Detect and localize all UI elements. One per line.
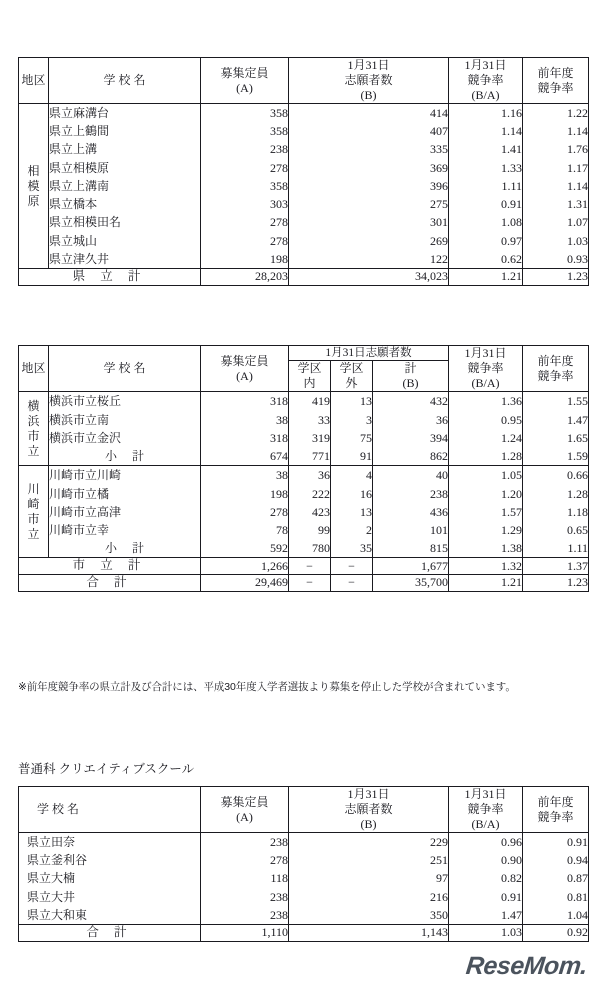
quota-column: 238 278 118 238 238 [201, 833, 289, 925]
footnote: ※前年度競争率の県立計及び合計には、平成30年度入学者選抜より募集を停止した学校が含まれています。 [18, 681, 516, 693]
applicants-sum-column: 432 36 394 862 [373, 392, 449, 466]
ratio-column: 1.16 1.14 1.41 1.33 1.11 0.91 1.08 0.97 0.62 [449, 104, 523, 269]
grand-total-sum: 35,700 [373, 575, 449, 592]
header-previous-ratio: 前年度 競争率 [523, 58, 589, 104]
grand-total-in-district: − [289, 575, 331, 592]
creative-total-ratio: 1.03 [449, 925, 523, 942]
school-name-column: 県立麻溝台 県立上鶴間 県立上溝 県立相模原 県立上溝南 県立橋本 県立相模田名 県立城山 県立津久井 [49, 104, 201, 269]
header-out-district: 学区 外 [331, 361, 373, 392]
quota-column: 318 38 318 674 [201, 392, 289, 466]
creative-total-applicants: 1,143 [289, 925, 449, 942]
grand-total-ratio: 1.21 [449, 575, 523, 592]
grand-total-label: 合 計 [19, 575, 201, 592]
school-name-column: 県立田奈 県立釜利谷 県立大楠 県立大井 県立大和東 [19, 833, 201, 925]
in-district-column: 36 222 423 99 780 [289, 466, 331, 558]
creative-header-row [19, 787, 589, 833]
municipal-table [18, 345, 589, 592]
header-previous-ratio: 前年度 競争率 [523, 346, 589, 392]
ratio-column: 1.36 0.95 1.24 1.28 [449, 392, 523, 466]
header-ratio: 1月31日 競争率 (B/A) [449, 346, 523, 392]
applicants-sum-column: 40 238 436 101 815 [373, 466, 449, 558]
grand-total-prev: 1.23 [523, 575, 589, 592]
prefectural-total-ratio: 1.21 [449, 269, 523, 286]
prefectural-table-wrapper [18, 57, 589, 286]
table-header-row [19, 58, 589, 104]
header-school-name: 学 校 名 [19, 787, 201, 833]
header-school-name: 学 校 名 [49, 58, 201, 104]
creative-total-label: 合 計 [19, 925, 201, 942]
creative-total-prev: 0.92 [523, 925, 589, 942]
header-applicants: 1月31日 志願者数 (B) [289, 58, 449, 104]
municipal-total-in-district: − [289, 558, 331, 575]
district-label-yokohama: 横 浜 市 立 [19, 392, 49, 466]
prefectural-total-row [19, 269, 589, 286]
creative-school-title: 普通科 クリエイティブスクール [18, 762, 195, 776]
header-ratio: 1月31日 競争率 (B/A) [449, 58, 523, 104]
creative-table-wrapper [18, 786, 589, 942]
header-applicants-sum: 計 (B) [373, 361, 449, 392]
grand-total-row [19, 575, 589, 592]
header-quota: 募集定員 (A) [201, 787, 289, 833]
creative-total-quota: 1,110 [201, 925, 289, 942]
resemom-watermark: ReseMom. [464, 952, 589, 980]
previous-ratio-column: 0.91 0.94 0.87 0.81 1.04 [523, 833, 589, 925]
header-previous-ratio: 前年度 競争率 [523, 787, 589, 833]
district-label-sagamihara: 相 模 原 [19, 104, 49, 269]
header-ratio: 1月31日 競争率 (B/A) [449, 787, 523, 833]
grand-total-out-district: − [331, 575, 373, 592]
previous-ratio-column: 1.55 1.47 1.65 1.59 [523, 392, 589, 466]
header-quota: 募集定員 (A) [201, 58, 289, 104]
creative-school-table [18, 786, 589, 942]
in-district-column: 419 33 319 771 [289, 392, 331, 466]
header-applicants: 1月31日 志願者数 (B) [289, 787, 449, 833]
municipal-total-label: 市 立 計 [19, 558, 201, 575]
ratio-column: 0.96 0.90 0.82 0.91 1.47 [449, 833, 523, 925]
previous-ratio-column: 0.66 1.28 1.18 0.65 1.11 [523, 466, 589, 558]
municipal-total-prev: 1.37 [523, 558, 589, 575]
header-applicants-group: 1月31日志願者数 [289, 346, 449, 361]
prefectural-total-quota: 28,203 [201, 269, 289, 286]
municipal-total-quota: 1,266 [201, 558, 289, 575]
creative-total-row [19, 925, 589, 942]
out-district-column: 13 3 75 91 [331, 392, 373, 466]
grand-total-quota: 29,469 [201, 575, 289, 592]
municipal-total-ratio: 1.32 [449, 558, 523, 575]
municipal-table-wrapper [18, 345, 589, 592]
prefectural-total-label: 県 立 計 [19, 269, 201, 286]
quota-column: 38 198 278 78 592 [201, 466, 289, 558]
municipal-total-out-district: − [331, 558, 373, 575]
district-block-sagamihara [19, 104, 589, 269]
prefectural-total-prev: 1.23 [523, 269, 589, 286]
creative-data-block [19, 833, 589, 925]
header-school-name: 学 校 名 [49, 346, 201, 392]
prefectural-total-applicants: 34,023 [289, 269, 449, 286]
district-block-yokohama [19, 392, 589, 466]
school-name-column: 川崎市立川崎 川崎市立橘 川崎市立高津 川崎市立幸 小 計 [49, 466, 201, 558]
municipal-header-row-1 [19, 346, 589, 361]
quota-column: 358 358 238 278 358 303 278 278 198 [201, 104, 289, 269]
applicants-column: 414 407 335 369 396 275 301 269 122 [289, 104, 449, 269]
out-district-column: 4 16 13 2 35 [331, 466, 373, 558]
municipal-total-row [19, 558, 589, 575]
applicants-column: 229 251 97 216 350 [289, 833, 449, 925]
previous-ratio-column: 1.22 1.14 1.76 1.17 1.14 1.31 1.07 1.03 0.93 [523, 104, 589, 269]
district-label-kawasaki: 川 崎 市 立 [19, 466, 49, 558]
header-in-district: 学区 内 [289, 361, 331, 392]
header-district: 地区 [19, 346, 49, 392]
municipal-total-sum: 1,677 [373, 558, 449, 575]
district-block-kawasaki [19, 466, 589, 558]
header-quota: 募集定員 (A) [201, 346, 289, 392]
ratio-column: 1.05 1.20 1.57 1.29 1.38 [449, 466, 523, 558]
header-district: 地区 [19, 58, 49, 104]
school-name-column: 横浜市立桜丘 横浜市立南 横浜市立金沢 小 計 [49, 392, 201, 466]
prefectural-table [18, 57, 589, 286]
